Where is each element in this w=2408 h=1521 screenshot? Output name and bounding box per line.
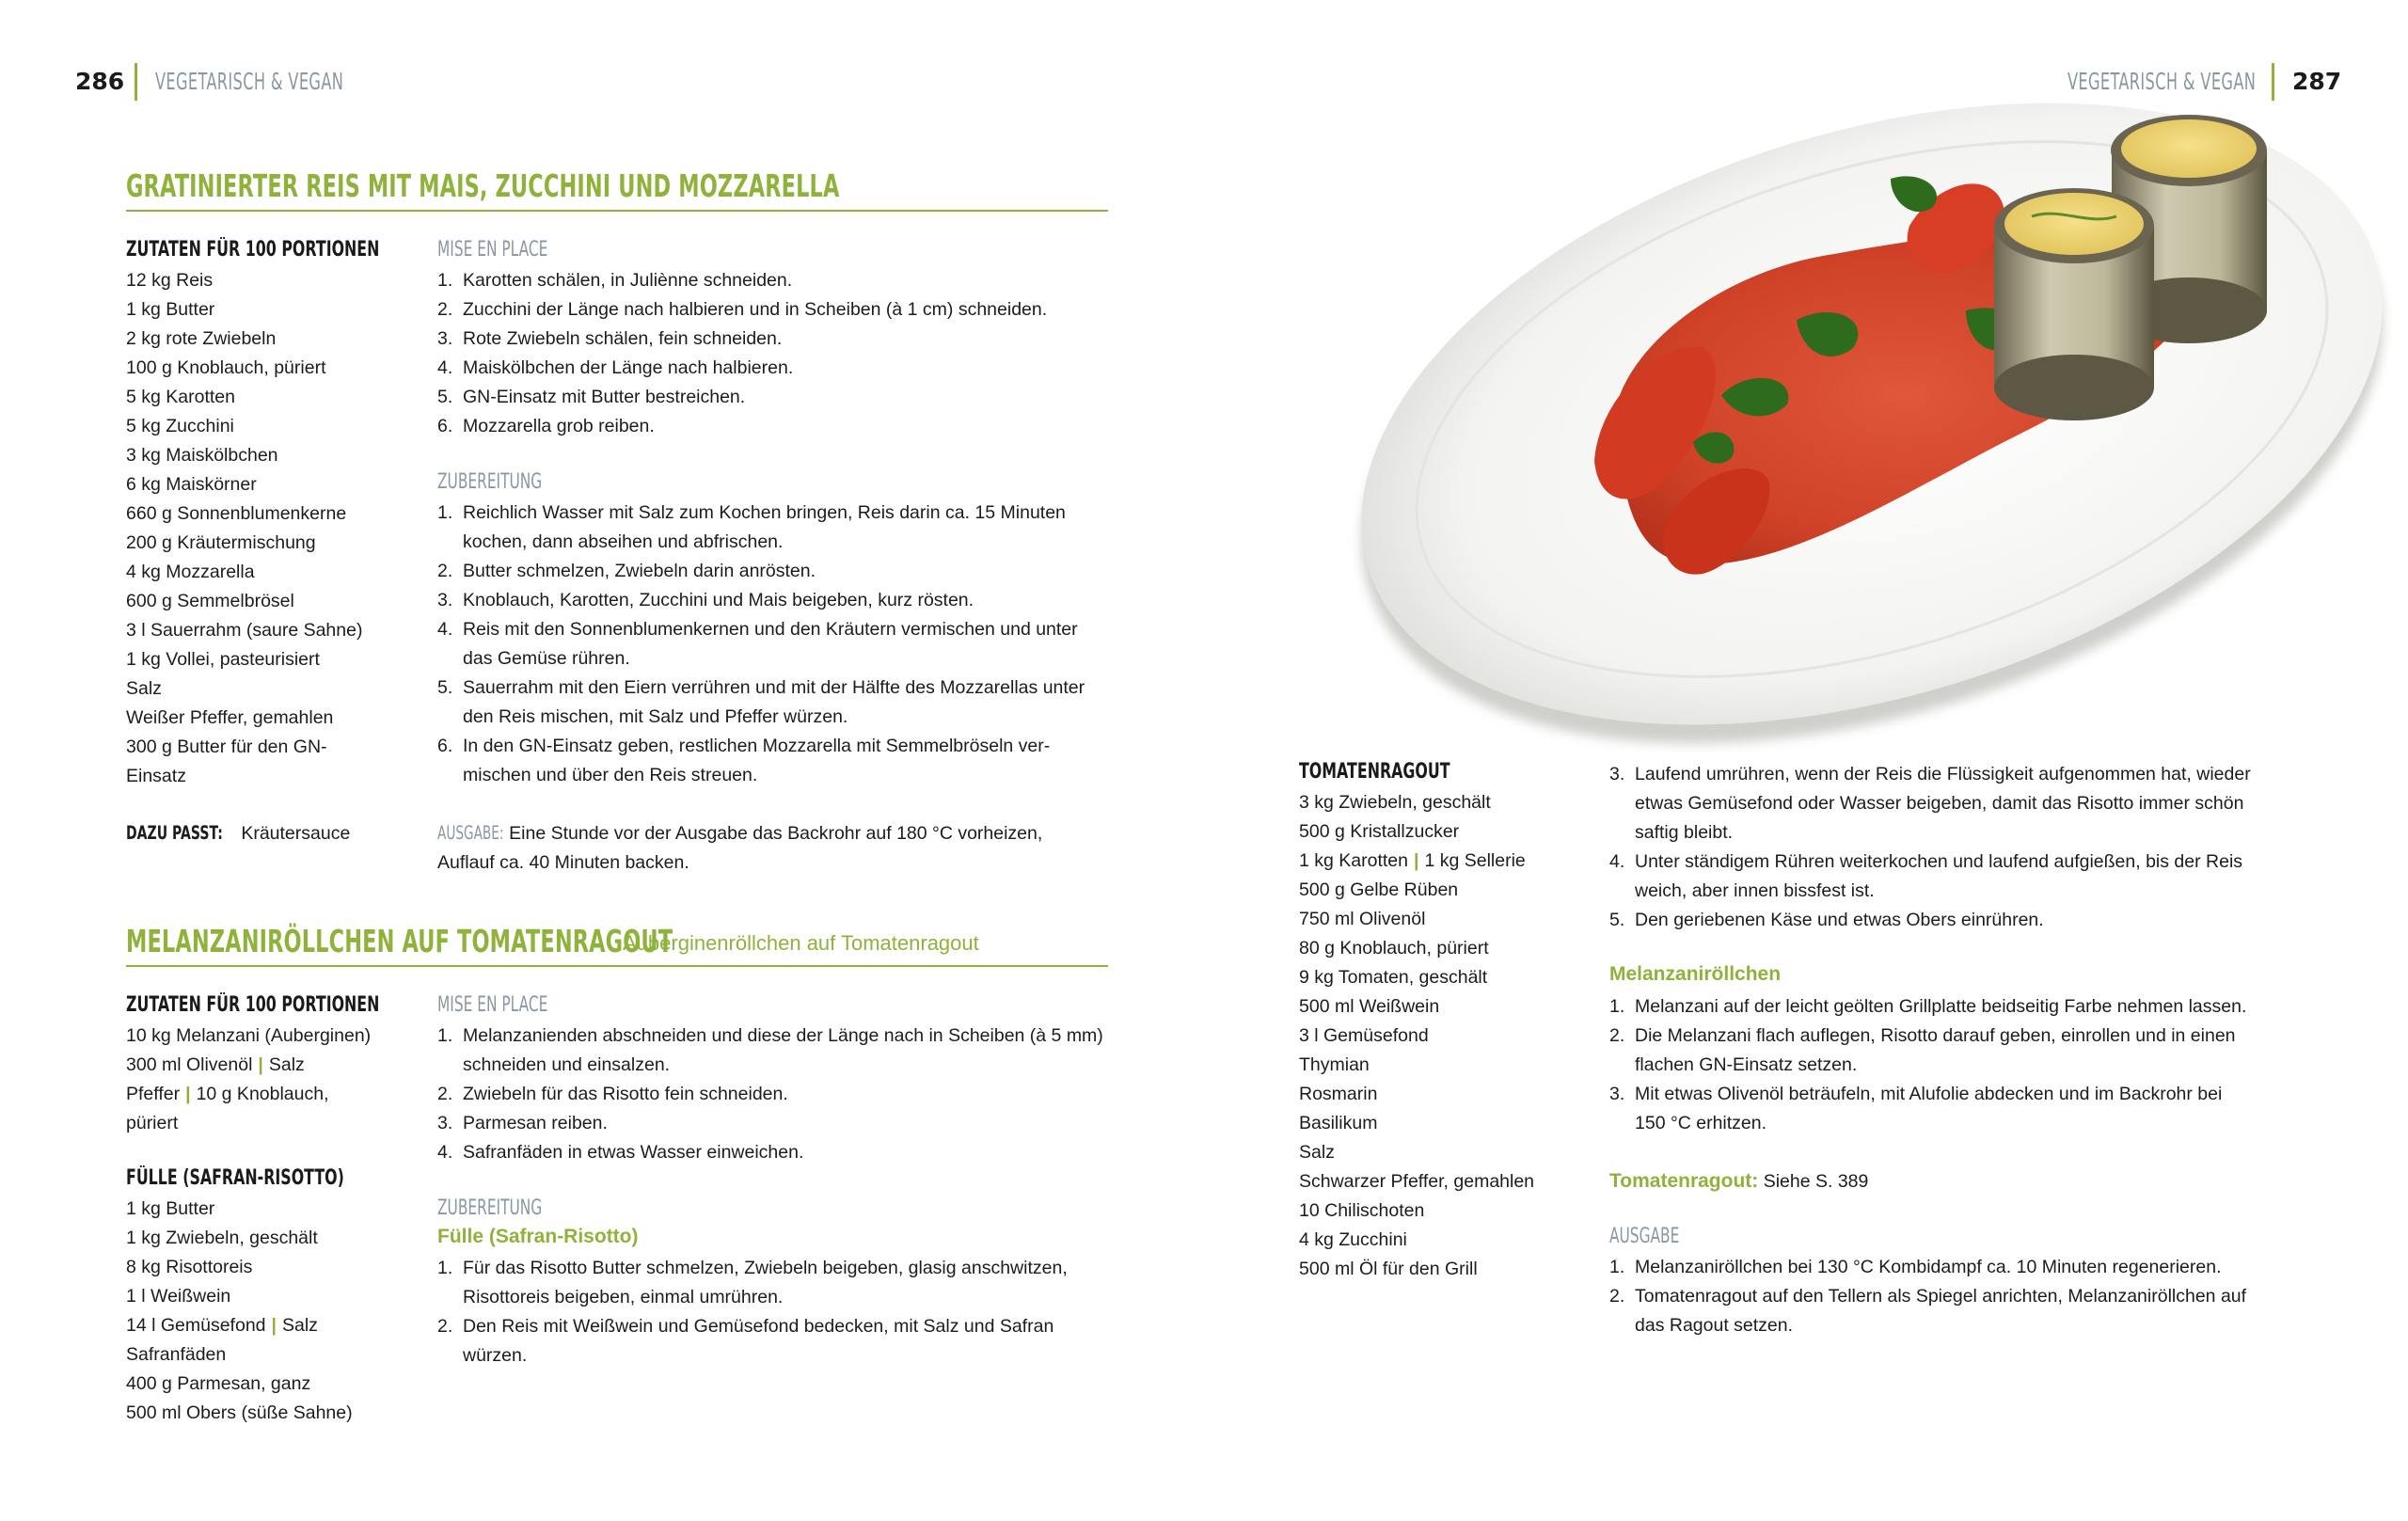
ingredient: 6 kg Maiskörner bbox=[126, 474, 257, 495]
ingredient: 100 g Knoblauch, püriert bbox=[126, 357, 326, 378]
ausgabe-note bbox=[437, 818, 1042, 878]
filling-heading: FÜLLE (SAFRAN-RISOTTO) bbox=[126, 1166, 344, 1190]
step: 1. Reichlich Wasser mit Salz zum Kochen bringen, Reis darin ca. 15 Minuten kochen, dann abseihen und abfrischen. bbox=[437, 502, 1066, 552]
tomatenragout-reference bbox=[1609, 1166, 1868, 1196]
ingredient: 1 kg Karotten | 1 kg Sellerie bbox=[1299, 850, 1526, 871]
step: 1. Melanzani auf der leicht geölten Grillplatte beidseitig Farbe nehmen lassen. bbox=[1609, 996, 2247, 1017]
step: 2. Tomatenragout auf den Tellern als Spiegel anrichten, Melanzaniröllchen auf das Ragout setzen. bbox=[1609, 1286, 2247, 1336]
ingredient: Schwarzer Pfeffer, gemahlen bbox=[1299, 1171, 1535, 1192]
ingredient: 2 kg rote Zwiebeln bbox=[126, 328, 277, 349]
reference-text: Siehe S. 389 bbox=[1763, 1171, 1869, 1192]
recipe-title: GRATINIERTER REIS MIT MAIS, ZUCCHINI UND MOZZARELLA bbox=[126, 167, 840, 204]
step: 1. Melanzanienden abschneiden und diese der Länge nach in Scheiben (à 5 mm) schneiden und einsalzen. bbox=[437, 1025, 1103, 1075]
ingredients-heading: ZUTATEN FÜR 100 PORTIONEN bbox=[126, 238, 380, 261]
step: 3. Knoblauch, Karotten, Zucchini und Mais beigeben, kurz rösten. bbox=[437, 590, 974, 610]
ingredient: 4 kg Mozzarella bbox=[126, 562, 255, 582]
zubereitung-steps bbox=[437, 499, 1115, 790]
pairing-note bbox=[126, 818, 350, 848]
ingredient: 500 ml Obers (süße Sahne) bbox=[126, 1402, 353, 1423]
ingredient: 660 g Sonnenblumenkerne bbox=[126, 503, 347, 524]
ingredient: 1 kg Vollei, pasteurisiert bbox=[126, 649, 320, 670]
ingredient: 5 kg Zucchini bbox=[126, 416, 234, 436]
ingredient: 14 l Gemüsefond | Salz bbox=[126, 1315, 318, 1336]
ingredient: 9 kg Tomaten, geschält bbox=[1299, 967, 1488, 988]
running-head-left: VEGETARISCH & VEGAN bbox=[155, 68, 344, 95]
step: 4. Unter ständigem Rühren weiterkochen und laufend aufgießen, bis der Reis weich, aber innen bissfest ist. bbox=[1609, 851, 2243, 901]
ingredient: 4 kg Zucchini bbox=[1299, 1229, 1407, 1250]
ausgabe-line: Auflauf ca. 40 Minuten backen. bbox=[437, 852, 689, 873]
melanzani-steps bbox=[1609, 992, 2287, 1138]
tomatenragout-ingredients bbox=[1299, 788, 1534, 1284]
reference-label: Tomatenragout: bbox=[1609, 1170, 1759, 1192]
step: 2. Butter schmelzen, Zwiebeln darin anrösten. bbox=[437, 561, 816, 581]
dish-photo bbox=[1307, 38, 2408, 753]
step: 1. Für das Risotto Butter schmelzen, Zwiebeln beigeben, glasig anschwitzen, Risottoreis beigeben, einmal umrühren. bbox=[437, 1258, 1068, 1307]
step: 5. Sauerrahm mit den Eiern verrühren und mit der Hälfte des Mozzarellas unter den Reis mischen, mit Salz und Pfeffer würzen. bbox=[437, 677, 1085, 727]
ingredient: 600 g Semmelbrösel bbox=[126, 591, 294, 611]
title-rule bbox=[126, 965, 1108, 967]
zubereitung-heading: ZUBEREITUNG bbox=[437, 470, 543, 494]
step: 1. Melanzaniröllchen bei 130 °C Kombidampf ca. 10 Minuten regenerieren. bbox=[1609, 1257, 2222, 1277]
melanzani-subheading: Melanzaniröllchen bbox=[1609, 963, 1782, 985]
step: 1. Karotten schälen, in Juliènne schneiden. bbox=[437, 270, 793, 291]
ingredient: 3 kg Zwiebeln, geschält bbox=[1299, 792, 1491, 813]
mise-en-place-heading: MISE EN PLACE bbox=[437, 993, 548, 1017]
step: 3. Rote Zwiebeln schälen, fein schneiden. bbox=[437, 328, 783, 349]
ingredient: Einsatz bbox=[126, 766, 186, 786]
recipe-title: MELANZANIRÖLLCHEN AUF TOMATENRAGOUT bbox=[126, 923, 673, 959]
step: 3. Parmesan reiben. bbox=[437, 1113, 608, 1133]
ingredient: 300 ml Olivenöl | Salz bbox=[126, 1054, 305, 1075]
step: 5. Den geriebenen Käse und etwas Obers einrühren. bbox=[1609, 910, 2044, 930]
ingredient: 500 ml Öl für den Grill bbox=[1299, 1259, 1478, 1279]
step: 6. Mozzarella grob reiben. bbox=[437, 416, 655, 436]
ingredients-heading: ZUTATEN FÜR 100 PORTIONEN bbox=[126, 993, 380, 1017]
ingredient: Weißer Pfeffer, gemahlen bbox=[126, 707, 334, 728]
ingredient: 10 Chilischoten bbox=[1299, 1200, 1425, 1221]
ingredient: 500 g Kristallzucker bbox=[1299, 821, 1460, 842]
risotto-steps-continued bbox=[1609, 760, 2287, 935]
step: 3. Mit etwas Olivenöl beträufeln, mit Alufolie abdecken und im Backrohr bei 150 °C erhitzen. bbox=[1609, 1084, 2223, 1133]
ingredient: 1 l Weißwein bbox=[126, 1286, 231, 1307]
ingredients-list bbox=[126, 1022, 371, 1138]
page-number-left: 286 bbox=[75, 68, 125, 95]
zubereitung-heading: ZUBEREITUNG bbox=[437, 1196, 543, 1220]
step: 2. Zwiebeln für das Risotto fein schneiden. bbox=[437, 1084, 788, 1104]
ingredient: 8 kg Risottoreis bbox=[126, 1257, 253, 1277]
ingredient: 500 g Gelbe Rüben bbox=[1299, 879, 1459, 900]
pairing-label: DAZU PASST: bbox=[126, 822, 223, 844]
ingredient: 5 kg Karotten bbox=[126, 387, 235, 407]
tomatenragout-heading: TOMATENRAGOUT bbox=[1299, 760, 1450, 784]
ingredient: Basilikum bbox=[1299, 1113, 1378, 1133]
ausgabe-heading: AUSGABE bbox=[1609, 1225, 1680, 1248]
mise-en-place-steps bbox=[437, 1022, 1115, 1167]
ingredients-list bbox=[126, 266, 362, 791]
step: 2. Zucchini der Länge nach halbieren und in Scheiben (à 1 cm) schneiden. bbox=[437, 299, 1048, 320]
ingredient: Thymian bbox=[1299, 1054, 1370, 1075]
ingredient: Pfeffer | 10 g Knoblauch, bbox=[126, 1084, 329, 1104]
ingredient: Safranfäden bbox=[126, 1344, 227, 1365]
ingredient: 1 kg Butter bbox=[126, 299, 215, 320]
ingredient: 400 g Parmesan, ganz bbox=[126, 1373, 311, 1394]
mise-en-place-steps bbox=[437, 266, 1115, 441]
step: 5. GN-Einsatz mit Butter bestreichen. bbox=[437, 387, 746, 407]
mise-en-place-heading: MISE EN PLACE bbox=[437, 238, 548, 261]
ingredient: 12 kg Reis bbox=[126, 270, 214, 291]
ausgabe-line: Eine Stunde vor der Ausgabe das Backrohr auf 180 °C vorheizen, bbox=[509, 823, 1043, 844]
step: 4. Safranfäden in etwas Wasser einweichen. bbox=[437, 1142, 804, 1163]
ingredient: 3 l Sauerrahm (saure Sahne) bbox=[126, 620, 363, 641]
ingredient: püriert bbox=[126, 1113, 179, 1133]
header-divider bbox=[2272, 63, 2274, 101]
ausgabe-steps bbox=[1609, 1253, 2287, 1340]
ausgabe-label: AUSGABE: bbox=[437, 822, 504, 844]
zubereitung-steps bbox=[437, 1254, 1115, 1370]
ingredient: Salz bbox=[1299, 1142, 1335, 1163]
ingredient: 3 l Gemüsefond bbox=[1299, 1025, 1429, 1046]
running-head-right: VEGETARISCH & VEGAN bbox=[2067, 68, 2257, 95]
ingredient: 1 kg Butter bbox=[126, 1198, 215, 1219]
ingredient: Rosmarin bbox=[1299, 1084, 1378, 1104]
header-divider bbox=[135, 63, 137, 101]
ingredient: 10 kg Melanzani (Auberginen) bbox=[126, 1025, 372, 1046]
ingredient: 500 ml Weißwein bbox=[1299, 996, 1440, 1017]
ingredient: 750 ml Olivenöl bbox=[1299, 909, 1426, 929]
ingredient: Salz bbox=[126, 678, 162, 699]
ingredient: 80 g Knoblauch, püriert bbox=[1299, 938, 1489, 959]
page-number-right: 287 bbox=[2292, 68, 2342, 95]
step: 4. Reis mit den Sonnenblumenkernen und den Kräutern vermischen und unter das Gemüse rühren. bbox=[437, 619, 1078, 669]
pairing-text: Kräutersauce bbox=[241, 823, 351, 844]
ingredient: 1 kg Zwiebeln, geschält bbox=[126, 1228, 318, 1248]
recipe-subtitle: Auberginenröllchen auf Tomatenragout bbox=[623, 931, 979, 955]
step: 2. Den Reis mit Weißwein und Gemüsefond bedecken, mit Salz und Safran würzen. bbox=[437, 1316, 1054, 1366]
filling-subheading: Fülle (Safran-Risotto) bbox=[437, 1226, 639, 1247]
step: 6. In den GN-Einsatz geben, restlichen Mozzarella mit Semmelbröseln ver- mischen und über den Reis streuen. bbox=[437, 736, 1051, 785]
ingredient: 300 g Butter für den GN- bbox=[126, 737, 327, 757]
step: 4. Maiskölbchen der Länge nach halbieren. bbox=[437, 357, 794, 378]
step: 3. Laufend umrühren, wenn der Reis die Flüssigkeit aufgenommen hat, wieder etwas Gemüsefond oder Wasser beigeben, damit das Risotto immer schön saftig bleibt. bbox=[1609, 764, 2251, 843]
ingredient: 200 g Kräutermischung bbox=[126, 532, 316, 553]
ingredient: 3 kg Maiskölbchen bbox=[126, 445, 278, 466]
filling-ingredients bbox=[126, 1195, 353, 1428]
eggplant-roll-front bbox=[1994, 188, 2154, 420]
title-rule bbox=[126, 210, 1108, 212]
step: 2. Die Melanzani flach auflegen, Risotto darauf geben, einrollen und in einen flachen GN-Einsatz setzen. bbox=[1609, 1025, 2236, 1075]
